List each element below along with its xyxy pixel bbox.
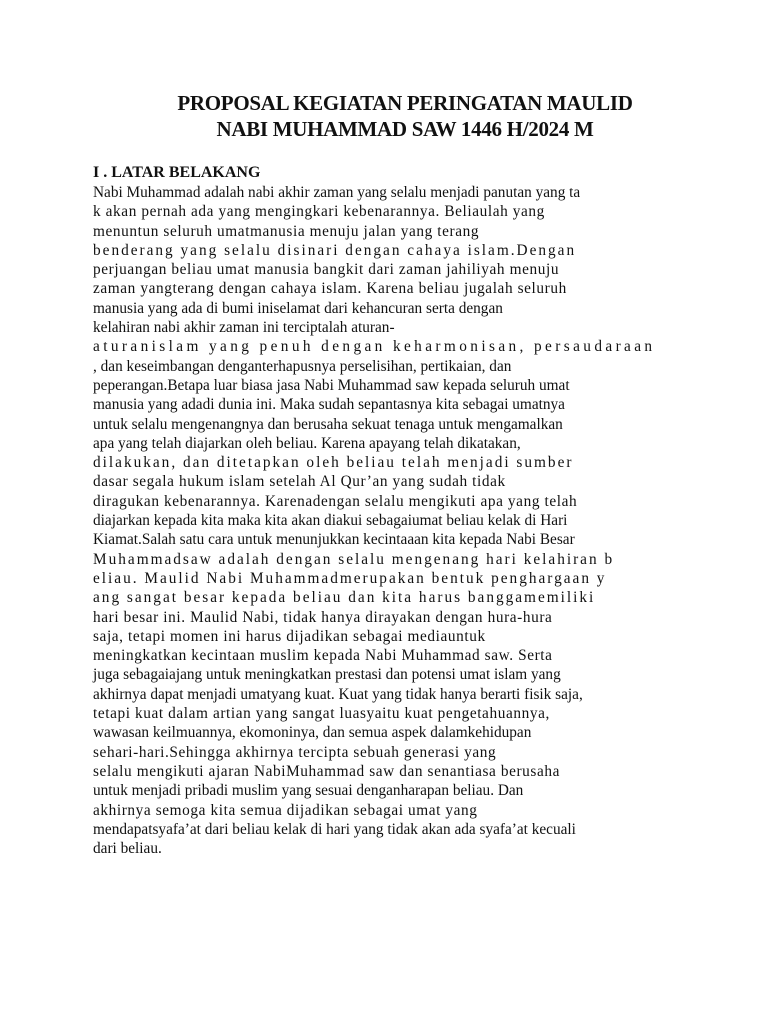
paragraph-line: eliau. Maulid Nabi Muhammadmerupakan bentuk penghargaan y (93, 569, 607, 587)
paragraph-line: manusia yang adadi dunia ini. Maka sudah sepantasnya kita sebagai umatnya (93, 396, 565, 414)
paragraph-line: dasar segala hukum islam setelah Al Qur’an yang sudah tidak (93, 473, 506, 491)
paragraph-line: juga sebagaiajang untuk meningkatkan prestasi dan potensi umat islam yang (93, 666, 561, 684)
paragraph-line: apa yang telah diajarkan oleh beliau. Karena apayang telah dikatakan, (93, 434, 521, 452)
paragraph-line: tetapi kuat dalam artian yang sangat luasyaitu kuat pengetahuannya, (93, 705, 550, 723)
paragraph-line: Nabi Muhammad adalah nabi akhir zaman yang selalu menjadi panutan yang ta (93, 184, 581, 201)
paragraph-line: untuk menjadi pribadi muslim yang sesuai denganharapan beliau. Dan (93, 782, 524, 800)
paragraph-line: untuk selalu mengenangnya dan berusaha sekuat tenaga untuk mengamalkan (93, 415, 563, 433)
paragraph-line: benderang yang selalu disinari dengan cahaya islam.Dengan (93, 241, 577, 259)
paragraph-line: dari beliau. (93, 840, 162, 858)
paragraph-line: akhirnya dapat menjadi umatyang kuat. Kuat yang tidak hanya berarti fisik saja, (93, 685, 583, 703)
paragraph-line: aturanislam yang penuh dengan keharmonisan, persaudaraan (93, 338, 656, 356)
paragraph-line: sehari-hari.Sehingga akhirnya tercipta sebuah generasi yang (93, 743, 497, 761)
title-line-1: PROPOSAL KEGIATAN PERINGATAN MAULID (177, 91, 633, 115)
paragraph-line: saja, tetapi momen ini harus dijadikan sebagai mediauntuk (93, 627, 486, 645)
paragraph-line: menuntun seluruh umatmanusia menuju jalan yang terang (93, 222, 480, 240)
paragraph-line: peperangan.Betapa luar biasa jasa Nabi Muhammad saw kepada seluruh umat (93, 376, 570, 394)
paragraph-line: ang sangat besar kepada beliau dan kita harus banggamemiliki (93, 589, 596, 607)
background-paragraph (93, 183, 693, 858)
paragraph-line: k akan pernah ada yang mengingkari kebenarannya. Beliaulah yang (93, 203, 545, 221)
paragraph-line: wawasan keilmuannya, ekomoninya, dan semua aspek dalamkehidupan (93, 724, 532, 742)
paragraph-line: akhirnya semoga kita semua dijadikan sebagai umat yang (93, 801, 478, 819)
document-title (120, 90, 690, 142)
paragraph-line: selalu mengikuti ajaran NabiMuhammad saw dan senantiasa berusaha (93, 762, 560, 780)
section-heading: I . LATAR BELAKANG (93, 164, 261, 181)
title-line-2: NABI MUHAMMAD SAW 1446 H/2024 M (216, 117, 594, 141)
paragraph-line: perjuangan beliau umat manusia bangkit dari zaman jahiliyah menuju (93, 261, 560, 279)
paragraph-line: meningkatkan kecintaan muslim kepada Nabi Muhammad saw. Serta (93, 647, 553, 665)
paragraph-line: zaman yangterang dengan cahaya islam. Karena beliau jugalah seluruh (93, 280, 567, 298)
paragraph-line: diajarkan kepada kita maka kita akan diakui sebagaiumat beliau kelak di Hari (93, 512, 568, 530)
paragraph-line: Muhammadsaw adalah dengan selalu mengenang hari kelahiran b (93, 550, 615, 568)
paragraph-line: kelahiran nabi akhir zaman ini terciptalah aturan- (93, 319, 395, 337)
paragraph-line: manusia yang ada di bumi iniselamat dari kehancuran serta dengan (93, 299, 503, 317)
paragraph-line: dilakukan, dan ditetapkan oleh beliau telah menjadi sumber (93, 454, 574, 472)
paragraph-line: mendapatsyafa’at dari beliau kelak di hari yang tidak akan ada syafa’at kecuali (93, 820, 576, 838)
paragraph-line: , dan keseimbangan denganterhapusnya perselisihan, pertikaian, dan (93, 357, 512, 375)
paragraph-line: hari besar ini. Maulid Nabi, tidak hanya dirayakan dengan hura-hura (93, 608, 553, 626)
paragraph-line: diragukan kebenarannya. Karenadengan selalu mengikuti apa yang telah (93, 492, 578, 510)
paragraph-line: Kiamat.Salah satu cara untuk menunjukkan kecintaaan kita kepada Nabi Besar (93, 531, 575, 549)
